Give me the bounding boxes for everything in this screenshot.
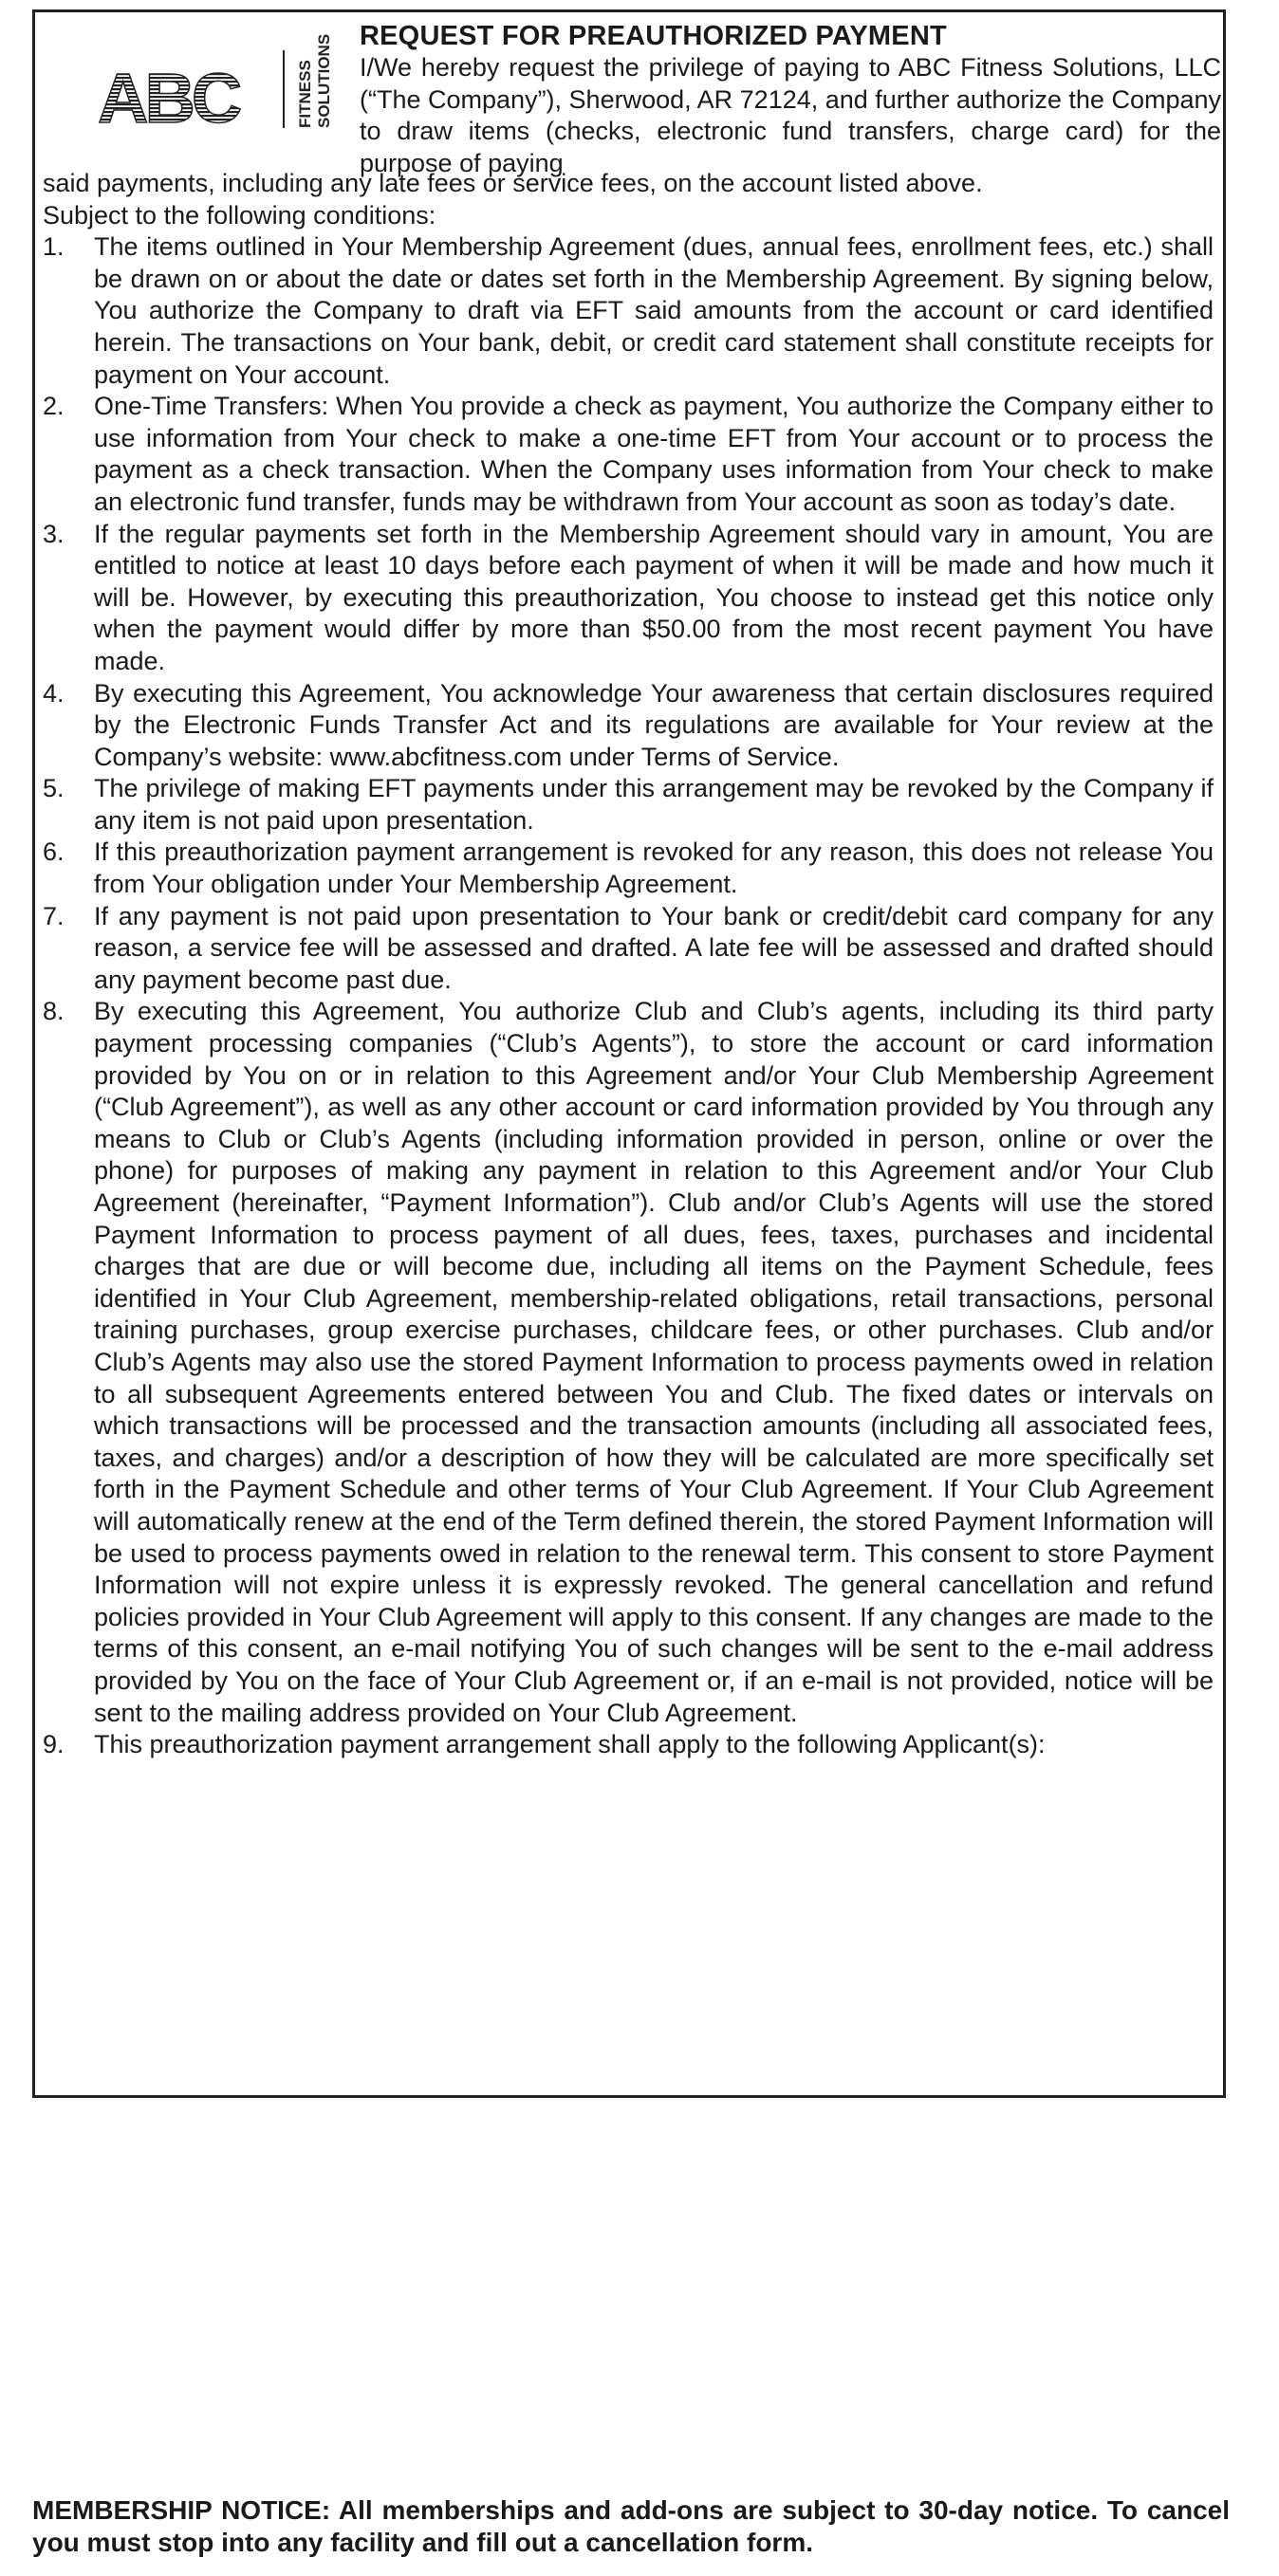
- conditions-label: Subject to the following conditions:: [43, 200, 436, 230]
- condition-item: 1. The items outlined in Your Membership Agreement (dues, annual fees, enrollment fees, etc.) shall be drawn on or about the date or dates set forth in the Membership Agreement. By signing below, You authorize the Company to draft via EFT said amounts from the account or card identified herein. The transactions on Your bank, debit, or credit card statement shall constitute receipts for payment on Your account.: [43, 232, 1214, 389]
- logo-sub-line2: SOLUTIONS: [315, 33, 333, 128]
- abc-fitness-logo: [98, 31, 344, 134]
- condition-item: 6. If this preauthorization payment arrangement is revoked for any reason, this does not release You from Your obligation under Your Membership Agreement.: [43, 837, 1214, 899]
- condition-item: 4. By executing this Agreement, You acknowledge Your awareness that certain disclosures required by the Electronic Funds Transfer Act and its regulations are available for Your review at the Company’s website: www.abcfitness.com under Terms of Service.: [43, 678, 1214, 771]
- condition-item: 5. The privilege of making EFT payments under this arrangement may be revoked by the Company if any item is not paid upon presentation.: [43, 774, 1214, 835]
- intro-text-rest: said payments, including any late fees or service fees, on the account listed above.: [43, 169, 983, 197]
- form-header: [43, 20, 1221, 177]
- preauthorized-payment-form: [32, 9, 1226, 2098]
- conditions-list: [43, 231, 1214, 1761]
- logo-sub-line1: FITNESS: [296, 60, 314, 128]
- membership-notice: MEMBERSHIP NOTICE: All memberships and add-ons are subject to 30-day notice. To cancel you must stop into any facility and fill out a cancellation form.: [32, 2495, 1230, 2557]
- condition-item: 9. This preauthorization payment arrangement shall apply to the following Applicant(s):: [43, 1730, 1046, 1759]
- logo-wordmark: ABC: [98, 59, 239, 134]
- form-title: REQUEST FOR PREAUTHORIZED PAYMENT: [360, 21, 947, 51]
- condition-item: 7. If any payment is not paid upon presentation to Your bank or credit/debit card company for any reason, a service fee will be assessed and drafted. A late fee will be assessed and drafted should any payment become past due.: [43, 901, 1214, 994]
- condition-item: 2. One-Time Transfers: When You provide a check as payment, You authorize the Company either to use information from Your check to make a one-time EFT from Your account or to process the payment as a check transaction. When the Company uses information from Your check to make an electronic fund transfer, funds may be withdrawn from Your account as soon as today’s date.: [43, 392, 1214, 516]
- condition-item: 3. If the regular payments set forth in the Membership Agreement should vary in amount, You are entitled to notice at least 10 days before each payment of when it will be made and how much it will be. However, by executing this preauthorization, You choose to instead get this notice only when the payment would differ by more than $50.00 from the most recent payment You have made.: [43, 519, 1214, 675]
- intro-text-top: I/We hereby request the privilege of paying to ABC Fitness Solutions, LLC (“The Company”), Sherwood, AR 72124, and further authorize the Company to draw items (checks, electronic fund transfers, charge card) for the purpose of paying: [360, 53, 1221, 177]
- condition-item: 8. By executing this Agreement, You authorize Club and Club’s agents, including its third party payment processing companies (“Club’s Agents”), to store the account or card information provided by You on or in relation to this Agreement and/or Your Club Membership Agreement (“Club Agreement”), as well as any other account or card information provided by You through any means to Club or Club’s Agents (including information provided in person, online or over the phone) for purposes of making any payment in relation to this Agreement and/or Your Club Agreement (hereinafter, “Payment Information”). Club and/or Club’s Agents will use the stored Payment Information to process payment of all dues, fees, taxes, purchases and incidental charges that are due or will become due, including all items on the Payment Schedule, fees identified in Your Club Agreement, membership-related obligations, retail transactions, personal training purchases, group exercise purchases, childcare fees, or other purchases. Club and/or Club’s Agents may also use the stored Payment Information to process payments owed in relation to all subsequent Agreements entered between You and Club. The fixed dates or intervals on which transactions will be processed and the transaction amounts (including all associated fees, taxes, and charges) and/or a description of how they will be calculated are more specifically set forth in the Payment Schedule and other terms of Your Club Agreement. If Your Club Agreement will automatically renew at the end of the Term defined therein, the stored Payment Information will be used to process payments owed in relation to the renewal term. This consent to store Payment Information will not expire unless it is expressly revoked. The general cancellation and refund policies provided in Your Club Agreement will apply to this consent. If any changes are made to the terms of this consent, an e-mail notifying You of such changes will be sent to the e-mail address provided by You on the face of Your Club Agreement or, if an e-mail is not provided, notice will be sent to the mailing address provided on Your Club Agreement.: [43, 997, 1214, 1727]
